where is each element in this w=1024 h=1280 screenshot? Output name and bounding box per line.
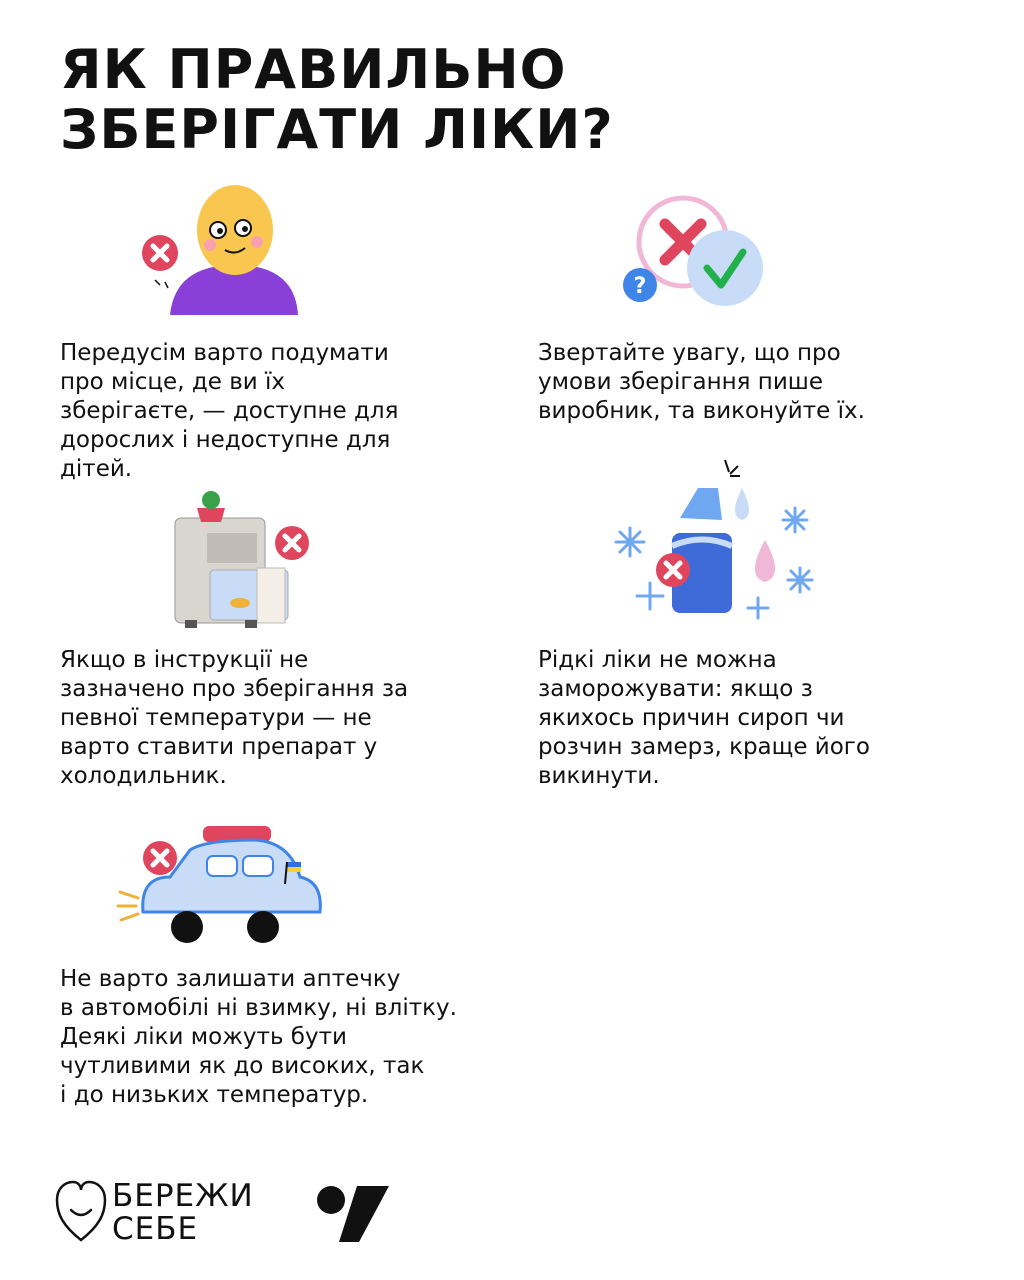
tip-5-text — [60, 965, 457, 1110]
page-title-line-1: ЯК ПРАВИЛЬНО — [60, 38, 567, 101]
tip-3-line-4: варто ставити препарат у — [60, 734, 378, 760]
page-title-line-2: ЗБЕРІГАТИ ЛІКИ? — [60, 98, 614, 161]
frozen-bottle-icon — [610, 458, 820, 628]
tip-3-line-2: зазначено про зберігання за — [60, 676, 409, 702]
brand-line-1: БЕРЕЖИ — [112, 1178, 254, 1214]
page-title — [60, 40, 760, 160]
tip-2-line-1: Звертайте увагу, що про — [538, 340, 841, 366]
svg-text:?: ? — [633, 274, 647, 299]
tip-2-text — [538, 339, 865, 426]
tip-1-line-5: дітей. — [60, 456, 133, 482]
brand-line-2: СЕБЕ — [112, 1211, 199, 1247]
tip-3-line-5: холодильник. — [60, 763, 227, 789]
tip-1-line-3: зберігаєте, — доступне для — [60, 398, 399, 424]
tip-4-line-3: якихось причин сироп чи — [538, 705, 845, 731]
tip-1-text — [60, 339, 398, 484]
tip-4-line-5: викинути. — [538, 763, 660, 789]
tip-4-line-2: заморожувати: якщо з — [538, 676, 813, 702]
tip-3-line-3: певної температури — не — [60, 705, 372, 731]
tip-5-line-1: Не варто залишати аптечку — [60, 966, 401, 992]
check-cross-icon — [615, 190, 765, 315]
tip-2-line-3: виробник, та виконуйте їх. — [538, 398, 865, 424]
tip-3-text — [60, 646, 408, 791]
tip-4-text — [538, 646, 870, 791]
partner-logo-icon — [315, 1182, 395, 1244]
heart-smile-icon — [55, 1178, 107, 1244]
brand-name — [112, 1180, 254, 1246]
tip-5-line-5: і до низьких температур. — [60, 1082, 369, 1108]
tip-4-line-1: Рідкі ліки не можна — [538, 647, 777, 673]
tip-3-line-1: Якщо в інструкції не — [60, 647, 309, 673]
tip-1-line-4: дорослих і недоступне для — [60, 427, 391, 453]
tip-4-line-4: розчин замерз, краще його — [538, 734, 870, 760]
tip-2-line-2: умови зберігання пише — [538, 369, 823, 395]
tip-1-line-2: про місце, де ви їх — [60, 369, 286, 395]
tip-5-line-4: чутливими як до високих, так — [60, 1053, 425, 1079]
fridge-icon — [165, 488, 315, 633]
tip-5-line-3: Деякі ліки можуть бути — [60, 1024, 347, 1050]
tip-5-line-2: в автомобілі ні взимку, ні влітку. — [60, 995, 457, 1021]
person-icon — [135, 180, 310, 320]
car-icon — [115, 822, 330, 947]
tip-1-line-1: Передусім варто подумати — [60, 340, 389, 366]
